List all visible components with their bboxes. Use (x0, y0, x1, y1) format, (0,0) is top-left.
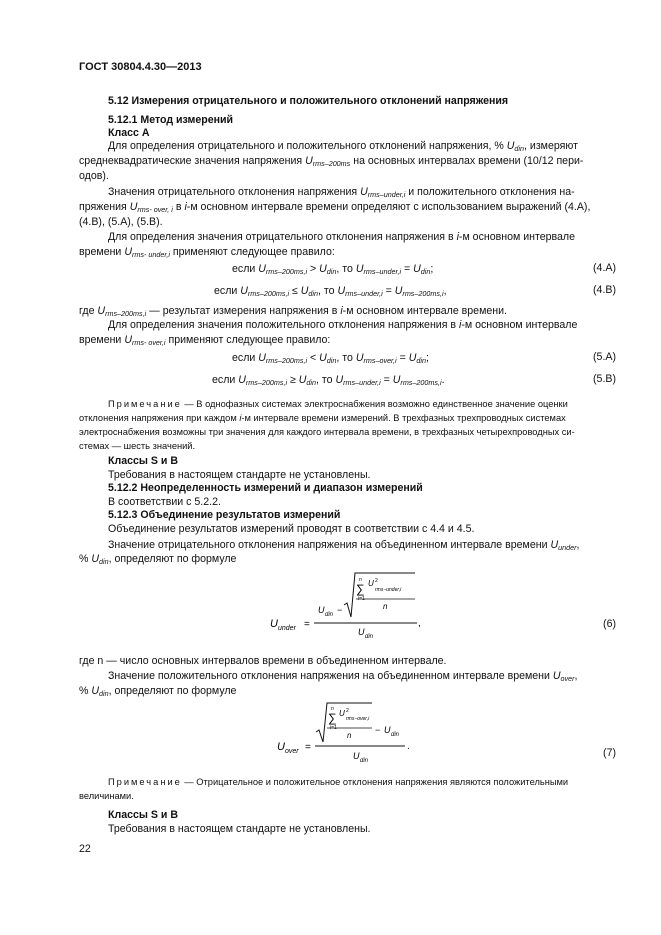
equation-4a: если $U_{rms-200ms,i} > U_{din}$, то $U_{rms-under,i} = U_{din}$; (232, 263, 434, 276)
class-a-heading: Класс А (108, 127, 150, 139)
subsection-title-aggregation: 5.12.3 Объединение результатов измерений (108, 509, 341, 521)
formula-6 (270, 565, 430, 640)
paragraph-2: Значения отрицательного отклонения напряжения $U_{rms-under,i}$ и положительного отклонения на- (108, 186, 575, 199)
svg-text:=: = (304, 619, 310, 630)
paragraph-2-cont: пряжения $U_{rms- over, i}$ в i-м основном интервале времени определяют с использованием выражений (4.А), (79, 201, 591, 214)
svg-text:n: n (383, 602, 388, 611)
svg-text:U: U (368, 579, 374, 588)
svg-text:din: din (325, 612, 334, 618)
paragraph-4: Для определения значения положительного отклонения напряжения в i-м основном интервале (108, 319, 578, 331)
equation-7-number: (7) (603, 747, 616, 759)
svg-text:n: n (359, 577, 362, 583)
svg-text:U: U (339, 709, 345, 718)
svg-text:2: 2 (375, 578, 378, 584)
svg-text:i=1: i=1 (330, 725, 337, 731)
paragraph-5: Значение отрицательного отклонения напряжения на объединенном интервале времени $U_{under}$, (108, 539, 580, 552)
requirements-text-2: Требования в настоящем стандарте не установлены. (108, 823, 371, 835)
classes-sb-heading: Классы S и В (108, 455, 178, 467)
paragraph-2-end: (4.В), (5.А), (5.В). (79, 216, 163, 228)
paragraph-3: Для определения значения отрицательного отклонения напряжения в i-м основном интервале (108, 231, 575, 243)
paragraph-4-cont: времени $U_{rms- over,i}$ применяют следующее правило: (79, 334, 331, 347)
paragraph-1-end: одов). (79, 170, 109, 182)
svg-text:∑: ∑ (328, 711, 337, 725)
svg-text:U: U (318, 605, 325, 615)
svg-text:rms−over,i: rms−over,i (346, 716, 370, 722)
svg-text:n: n (347, 731, 352, 740)
note-1-line3: электроснабжения возможны три значения для каждого интервала времени, в трехфазных четырехпроводных си- (79, 427, 575, 437)
note-1: Примечание — В однофазных системах электроснабжения возможно единственное значение оценки (108, 399, 568, 409)
svg-text:−: − (375, 725, 381, 735)
equation-5b: если $U_{rms-200ms,i} \ge U_{din}$, то $U_{rms-under,i} = U_{rms-200ms,i}$. (212, 374, 445, 387)
where-n-definition: где n — число основных интервалов времени в объединенном интервале. (79, 655, 447, 667)
requirements-text: Требования в настоящем стандарте не установлены. (108, 469, 371, 481)
svg-text:i=1: i=1 (358, 596, 365, 602)
svg-text:over: over (285, 748, 299, 755)
svg-text:din: din (365, 634, 374, 640)
paragraph-1-cont: среднеквадратические значения напряжения $U_{rms-200ms}$ на основных интервалах времени (10/12 пери- (79, 155, 584, 168)
note-2: Примечание — Отрицательное и положительное отклонения напряжения являются положительными (108, 777, 569, 787)
where-definition: где $U_{rms-200ms,i}$ — результат измерения напряжения в i-м основном интервале времени. (79, 305, 507, 318)
svg-text:.: . (407, 741, 410, 752)
classes-sb-heading-2: Классы S и В (108, 809, 178, 821)
svg-text:,: , (418, 618, 421, 629)
equation-6-number: (6) (603, 618, 616, 630)
svg-text:rms−under,i: rms−under,i (375, 587, 402, 593)
equation-5b-number: (5.В) (593, 373, 616, 385)
equation-5a: если $U_{rms-200ms,i} < U_{din}$, то $U_{rms-over,i} = U_{din}$; (232, 352, 429, 365)
svg-text:din: din (360, 758, 369, 764)
svg-text:U: U (353, 751, 360, 761)
subsection-title-uncertainty: 5.12.2 Неопределенность измерений и диапазон измерений (108, 482, 423, 494)
svg-text:=: = (305, 742, 311, 753)
equation-5a-number: (5.А) (593, 351, 616, 363)
equation-4b: если $U_{rms-200ms,i} \le U_{din}$, то $U_{rms-under,i} = U_{rms-200ms,i}$, (214, 285, 447, 298)
paragraph-3-cont: времени $U_{rms- under,i}$ применяют следующее правило: (79, 246, 335, 259)
equation-4a-number: (4.А) (593, 262, 616, 274)
svg-text:2: 2 (346, 708, 349, 714)
svg-text:U: U (358, 627, 365, 637)
paragraph-6-cont: % $U_{din}$, определяют по формуле (79, 685, 237, 698)
svg-text:−: − (337, 605, 343, 615)
uncertainty-text: В соответствии с 5.2.2. (108, 496, 221, 508)
page-number: 22 (79, 843, 91, 855)
svg-text:U: U (384, 725, 391, 735)
note-1-line2: отклонения напряжения при каждом i-м интервале времени измерений. В трехфазных трехпроводных системах (79, 413, 566, 423)
svg-text:din: din (391, 732, 400, 738)
paragraph-6: Значение положительного отклонения напряжения на объединенном интервале времени $U_{over}$, (108, 670, 578, 683)
note-1-line4: стемах — шесть значений. (79, 441, 196, 451)
equation-4b-number: (4.В) (593, 284, 616, 296)
svg-text:∑: ∑ (356, 582, 365, 596)
svg-text:under: under (278, 625, 296, 632)
paragraph-1: Для определения отрицательного и положительного отклонений напряжения, % $U_{din}$, измеряют (108, 140, 578, 153)
formula-7 (277, 700, 427, 770)
svg-text:U: U (270, 618, 278, 630)
svg-text:U: U (277, 741, 285, 753)
svg-text:n: n (331, 706, 334, 712)
section-title: 5.12 Измерения отрицательного и положительного отклонений напряжения (108, 95, 509, 107)
paragraph-5-cont: % $U_{din}$, определяют по формуле (79, 553, 237, 566)
aggregation-text: Объединение результатов измерений проводят в соответствии с 4.4 и 4.5. (108, 523, 475, 535)
subsection-title-method: 5.12.1 Метод измерений (108, 114, 234, 126)
document-header: ГОСТ 30804.4.30—2013 (79, 61, 202, 73)
note-2-line2: величинами. (79, 791, 134, 801)
